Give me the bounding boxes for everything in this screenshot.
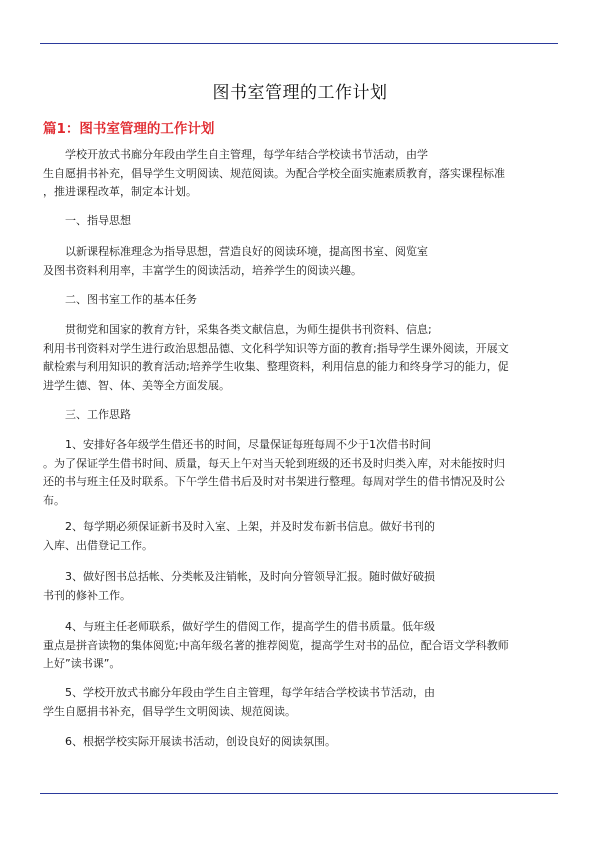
text-line: 学生自愿捐书补充，倡导学生文明阅读、规范阅读。 [43,704,296,718]
text-line: 上好”读书课”。 [43,657,121,670]
heading-guiding-ideology: 一、指导思想 [65,214,131,227]
text-line: 。为了保证学生借书时间、质量，每天上午对当天轮到班级的还书及时归类入库，对未能按时归 [43,456,505,470]
text-line: 进学生德、智、体、美等全方面发展。 [43,378,230,392]
text-line: 3、做好图书总括帐、分类帐及注销帐，及时向分管领导汇报。随时做好破损 [65,570,435,583]
text-line: ，推进课程改革，制定本计划。 [43,185,197,198]
list-item [43,518,558,555]
guiding-ideology-paragraph [43,243,558,280]
document-title: 图书室管理的工作计划 [212,83,388,103]
basic-tasks-paragraph [43,321,558,395]
text-line: 还的书与班主任及时联系。下午学生借书后及时对书架进行整理。每周对学生的借书情况及时公 [43,475,505,488]
list-item [43,684,558,721]
text-line: 6、根据学校实际开展读书活动，创设良好的阅读氛围。 [65,735,336,748]
list-item [43,733,558,752]
text-line: 重点是拼音读物的集体阅览;中高年级名著的推荐阅览，提高学生对书的品位，配合语文学科教师 [43,638,509,652]
text-line: 入库、出借登记工作。 [43,538,153,552]
intro-paragraph [43,146,558,202]
text-line: 4、与班主任老师联系，做好学生的借阅工作，提高学生的借书质量。低年级 [65,620,435,633]
text-line: 学校开放式书廊分年段由学生自主管理，每学年结合学校读书节活动，由学 [65,148,428,161]
list-item [43,618,558,674]
text-line: 书刊的修补工作。 [43,588,131,602]
text-line: 1、安排好各年级学生借还书的时间，尽量保证每班每周不少于1次借书时间 [65,438,431,451]
heading-work-approach: 三、工作思路 [65,408,131,421]
section-heading: 篇1：图书室管理的工作计划 [43,121,215,137]
text-line: 利用书刊资料对学生进行政治思想品德、文化科学知识等方面的教育;指导学生课外阅读，开展文 [43,341,509,355]
text-line: 生自愿捐书补充，倡导学生文明阅读、规范阅读。为配合学校全面实施素质教育，落实课程标准 [43,166,505,180]
list-item [43,568,558,605]
text-line: 贯彻党和国家的教育方针，采集各类文献信息，为师生提供书刊资料、信息; [65,323,432,336]
bottom-rule [40,793,558,794]
text-line: 以新课程标准理念为指导思想，营造良好的阅读环境，提高图书室、阅览室 [65,245,428,258]
top-rule [40,43,558,44]
text-line: 布。 [43,493,65,507]
text-line: 2、每学期必须保证新书及时入室、上架，并及时发布新书信息。做好书刊的 [65,520,435,533]
list-item [43,436,558,510]
text-line: 及图书资料利用率，丰富学生的阅读活动，培养学生的阅读兴趣。 [43,263,362,277]
heading-basic-tasks: 二、图书室工作的基本任务 [65,293,197,306]
text-line: 献检索与利用知识的教育活动;培养学生收集、整理资料，利用信息的能力和终身学习的能力，促 [43,360,509,373]
text-line: 5、学校开放式书廊分年段由学生自主管理，每学年结合学校读书节活动，由 [65,686,435,699]
